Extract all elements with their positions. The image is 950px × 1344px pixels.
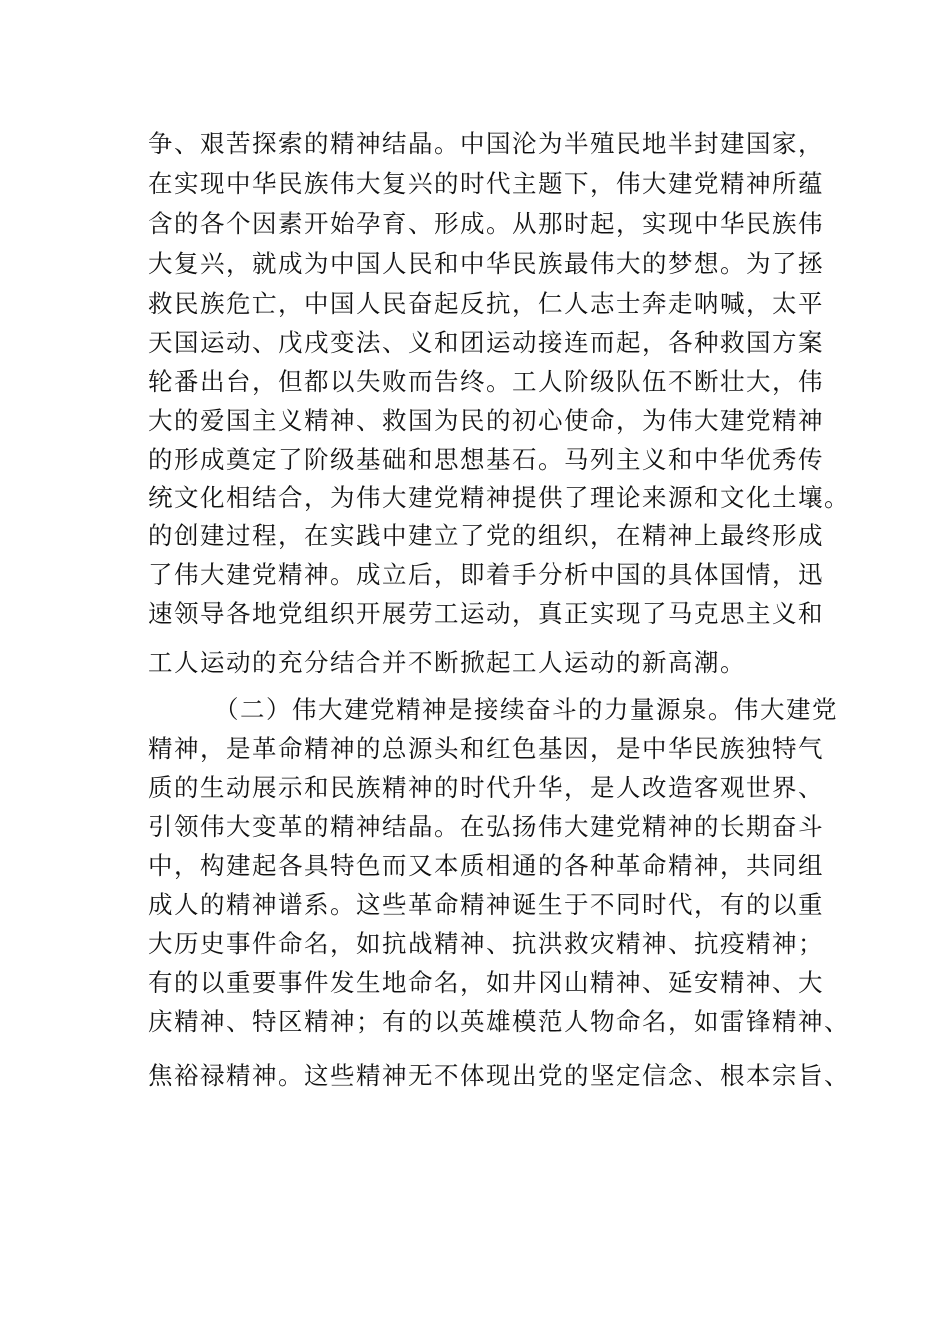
text-line: 大历史事件命名，如抗战精神、抗洪救灾精神、抗疫精神； xyxy=(148,929,824,958)
text-line: 有的以重要事件发生地命名，如井冈山精神、延安精神、大 xyxy=(148,968,824,997)
text-line: 争、艰苦探索的精神结晶。中国沦为半殖民地半封建国家， xyxy=(148,129,824,158)
text-line: 救民族危亡，中国人民奋起反抗，仁人志士奔走呐喊，太平 xyxy=(148,289,824,318)
text-line: 工人运动的充分结合并不断掀起工人运动的新高潮。 xyxy=(148,648,746,677)
text-line: 轮番出台，但都以失败而告终。工人阶级队伍不断壮大，伟 xyxy=(148,367,824,396)
text-line: 天国运动、戊戌变法、义和团运动接连而起，各种救国方案 xyxy=(148,328,824,357)
paragraph-heading-line: （二）伟大建党精神是接续奋斗的力量源泉。伟大建党 xyxy=(214,695,838,724)
text-line: 大复兴，就成为中国人民和中华民族最伟大的梦想。为了拯 xyxy=(148,249,824,278)
text-line: 速领导各地党组织开展劳工运动，真正实现了马克思主义和 xyxy=(148,599,824,628)
text-line: 的创建过程，在实践中建立了党的组织，在精神上最终形成 xyxy=(148,521,824,550)
text-line: 焦裕禄精神。这些精神无不体现出党的坚定信念、根本宗旨、 xyxy=(148,1061,850,1090)
text-line: 精神，是革命精神的总源头和红色基因，是中华民族独特气 xyxy=(148,734,824,763)
text-line: 了伟大建党精神。成立后，即着手分析中国的具体国情，迅 xyxy=(148,560,824,589)
text-line: 含的各个因素开始孕育、形成。从那时起，实现中华民族伟 xyxy=(148,209,824,238)
text-line: 庆精神、特区精神；有的以英雄模范人物命名，如雷锋精神、 xyxy=(148,1007,850,1036)
text-line: 统文化相结合，为伟大建党精神提供了理论来源和文化土壤。 xyxy=(148,483,850,512)
text-line: 中，构建起各具特色而又本质相通的各种革命精神，共同组 xyxy=(148,851,824,880)
text-line: 成人的精神谱系。这些革命精神诞生于不同时代，有的以重 xyxy=(148,890,824,919)
text-line: 质的生动展示和民族精神的时代升华，是人改造客观世界、 xyxy=(148,773,824,802)
text-line: 在实现中华民族伟大复兴的时代主题下，伟大建党精神所蕴 xyxy=(148,169,824,198)
text-line: 的形成奠定了阶级基础和思想基石。马列主义和中华优秀传 xyxy=(148,445,824,474)
text-line: 引领伟大变革的精神结晶。在弘扬伟大建党精神的长期奋斗 xyxy=(148,812,824,841)
text-line: 大的爱国主义精神、救国为民的初心使命，为伟大建党精神 xyxy=(148,406,824,435)
